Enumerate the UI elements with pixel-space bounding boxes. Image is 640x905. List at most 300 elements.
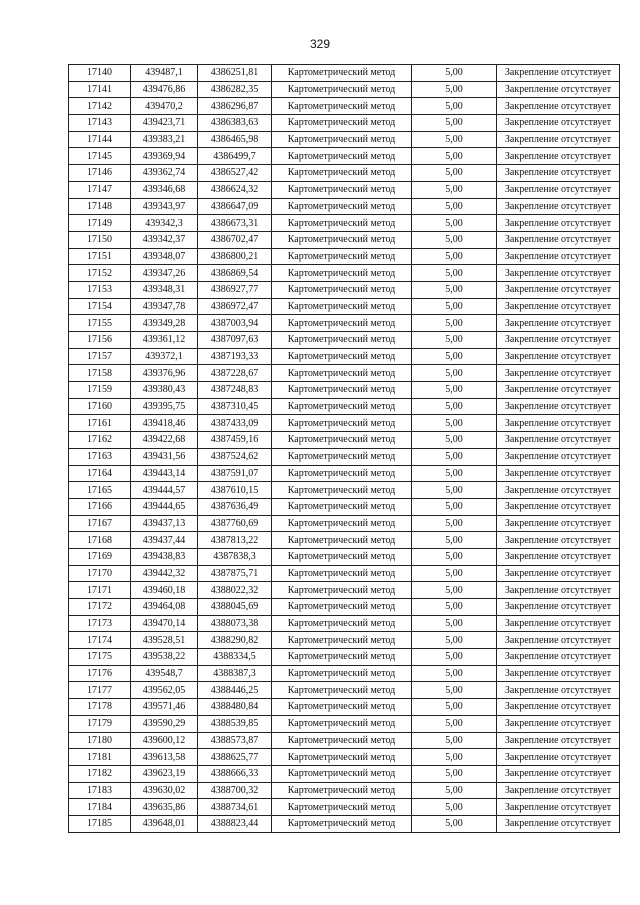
table-row [69,815,620,832]
point-number-cell: 17179 [69,715,131,732]
point-number-cell: 17177 [69,682,131,699]
fixing-cell: Закрепление отсутствует [497,131,620,148]
point-number-cell: 17170 [69,565,131,582]
accuracy-cell: 5,00 [412,181,497,198]
table-row [69,782,620,799]
accuracy-cell: 5,00 [412,815,497,832]
coordinates-table [68,64,620,833]
y-coordinate-cell: 4387838,3 [198,548,272,565]
table-row [69,749,620,766]
table-row [69,398,620,415]
x-coordinate-cell: 439383,21 [131,131,198,148]
accuracy-cell: 5,00 [412,599,497,616]
table-row [69,98,620,115]
table-row [69,548,620,565]
y-coordinate-cell: 4388022,32 [198,582,272,599]
point-number-cell: 17169 [69,548,131,565]
accuracy-cell: 5,00 [412,498,497,515]
table-row [69,181,620,198]
fixing-cell: Закрепление отсутствует [497,415,620,432]
point-number-cell: 17166 [69,498,131,515]
point-number-cell: 17154 [69,298,131,315]
y-coordinate-cell: 4388539,85 [198,715,272,732]
fixing-cell: Закрепление отсутствует [497,198,620,215]
fixing-cell: Закрепление отсутствует [497,98,620,115]
x-coordinate-cell: 439476,86 [131,81,198,98]
method-cell: Картометрический метод [272,265,412,282]
method-cell: Картометрический метод [272,365,412,382]
x-coordinate-cell: 439342,3 [131,215,198,232]
table-row [69,649,620,666]
x-coordinate-cell: 439571,46 [131,699,198,716]
accuracy-cell: 5,00 [412,615,497,632]
accuracy-cell: 5,00 [412,115,497,132]
fixing-cell: Закрепление отсутствует [497,649,620,666]
table-row [69,665,620,682]
y-coordinate-cell: 4388480,84 [198,699,272,716]
x-coordinate-cell: 439470,14 [131,615,198,632]
x-coordinate-cell: 439395,75 [131,398,198,415]
y-coordinate-cell: 4386673,31 [198,215,272,232]
table-row [69,532,620,549]
fixing-cell: Закрепление отсутствует [497,665,620,682]
x-coordinate-cell: 439422,68 [131,432,198,449]
table-row [69,115,620,132]
y-coordinate-cell: 4387760,69 [198,515,272,532]
y-coordinate-cell: 4387248,83 [198,382,272,399]
method-cell: Картометрический метод [272,315,412,332]
point-number-cell: 17185 [69,815,131,832]
x-coordinate-cell: 439346,68 [131,181,198,198]
table-row [69,215,620,232]
fixing-cell: Закрепление отсутствует [497,715,620,732]
method-cell: Картометрический метод [272,599,412,616]
accuracy-cell: 5,00 [412,448,497,465]
accuracy-cell: 5,00 [412,382,497,399]
y-coordinate-cell: 4386383,63 [198,115,272,132]
fixing-cell: Закрепление отсутствует [497,115,620,132]
method-cell: Картометрический метод [272,465,412,482]
point-number-cell: 17181 [69,749,131,766]
point-number-cell: 17146 [69,165,131,182]
point-number-cell: 17171 [69,582,131,599]
method-cell: Картометрический метод [272,398,412,415]
method-cell: Картометрический метод [272,415,412,432]
fixing-cell: Закрепление отсутствует [497,231,620,248]
x-coordinate-cell: 439380,43 [131,382,198,399]
fixing-cell: Закрепление отсутствует [497,65,620,82]
method-cell: Картометрический метод [272,382,412,399]
accuracy-cell: 5,00 [412,548,497,565]
accuracy-cell: 5,00 [412,281,497,298]
table-row [69,131,620,148]
table-row [69,198,620,215]
method-cell: Картометрический метод [272,699,412,716]
accuracy-cell: 5,00 [412,532,497,549]
fixing-cell: Закрепление отсутствует [497,348,620,365]
accuracy-cell: 5,00 [412,165,497,182]
x-coordinate-cell: 439418,46 [131,415,198,432]
point-number-cell: 17145 [69,148,131,165]
y-coordinate-cell: 4386800,21 [198,248,272,265]
table-row [69,65,620,82]
accuracy-cell: 5,00 [412,782,497,799]
accuracy-cell: 5,00 [412,315,497,332]
x-coordinate-cell: 439443,14 [131,465,198,482]
fixing-cell: Закрепление отсутствует [497,365,620,382]
fixing-cell: Закрепление отсутствует [497,181,620,198]
point-number-cell: 17140 [69,65,131,82]
point-number-cell: 17163 [69,448,131,465]
method-cell: Картометрический метод [272,799,412,816]
accuracy-cell: 5,00 [412,515,497,532]
x-coordinate-cell: 439648,01 [131,815,198,832]
table-row [69,582,620,599]
fixing-cell: Закрепление отсутствует [497,548,620,565]
method-cell: Картометрический метод [272,665,412,682]
accuracy-cell: 5,00 [412,148,497,165]
accuracy-cell: 5,00 [412,348,497,365]
method-cell: Картометрический метод [272,615,412,632]
y-coordinate-cell: 4387524,62 [198,448,272,465]
accuracy-cell: 5,00 [412,81,497,98]
x-coordinate-cell: 439347,78 [131,298,198,315]
method-cell: Картометрический метод [272,298,412,315]
x-coordinate-cell: 439361,12 [131,332,198,349]
x-coordinate-cell: 439348,07 [131,248,198,265]
method-cell: Картометрический метод [272,165,412,182]
accuracy-cell: 5,00 [412,131,497,148]
y-coordinate-cell: 4388334,5 [198,649,272,666]
accuracy-cell: 5,00 [412,65,497,82]
table-row [69,498,620,515]
y-coordinate-cell: 4386251,81 [198,65,272,82]
point-number-cell: 17147 [69,181,131,198]
fixing-cell: Закрепление отсутствует [497,315,620,332]
method-cell: Картометрический метод [272,732,412,749]
x-coordinate-cell: 439464,08 [131,599,198,616]
y-coordinate-cell: 4388625,77 [198,749,272,766]
y-coordinate-cell: 4388573,87 [198,732,272,749]
fixing-cell: Закрепление отсутствует [497,448,620,465]
y-coordinate-cell: 4387228,67 [198,365,272,382]
y-coordinate-cell: 4386624,32 [198,181,272,198]
x-coordinate-cell: 439613,58 [131,749,198,766]
point-number-cell: 17178 [69,699,131,716]
point-number-cell: 17161 [69,415,131,432]
fixing-cell: Закрепление отсутствует [497,465,620,482]
y-coordinate-cell: 4386927,77 [198,281,272,298]
accuracy-cell: 5,00 [412,632,497,649]
point-number-cell: 17150 [69,231,131,248]
table-row [69,248,620,265]
fixing-cell: Закрепление отсутствует [497,515,620,532]
table-row [69,165,620,182]
method-cell: Картометрический метод [272,632,412,649]
table-row [69,765,620,782]
fixing-cell: Закрепление отсутствует [497,482,620,499]
method-cell: Картометрический метод [272,565,412,582]
table-row [69,281,620,298]
fixing-cell: Закрепление отсутствует [497,81,620,98]
y-coordinate-cell: 4388666,33 [198,765,272,782]
x-coordinate-cell: 439635,86 [131,799,198,816]
point-number-cell: 17183 [69,782,131,799]
fixing-cell: Закрепление отсутствует [497,148,620,165]
table-row [69,682,620,699]
point-number-cell: 17151 [69,248,131,265]
table-row [69,515,620,532]
table-row [69,615,620,632]
x-coordinate-cell: 439347,26 [131,265,198,282]
accuracy-cell: 5,00 [412,432,497,449]
table-row [69,632,620,649]
point-number-cell: 17184 [69,799,131,816]
method-cell: Картометрический метод [272,281,412,298]
table-row [69,81,620,98]
y-coordinate-cell: 4388045,69 [198,599,272,616]
method-cell: Картометрический метод [272,548,412,565]
y-coordinate-cell: 4387610,15 [198,482,272,499]
table-row [69,148,620,165]
fixing-cell: Закрепление отсутствует [497,281,620,298]
point-number-cell: 17156 [69,332,131,349]
y-coordinate-cell: 4388700,32 [198,782,272,799]
fixing-cell: Закрепление отсутствует [497,799,620,816]
x-coordinate-cell: 439362,74 [131,165,198,182]
x-coordinate-cell: 439343,97 [131,198,198,215]
method-cell: Картометрический метод [272,148,412,165]
method-cell: Картометрический метод [272,98,412,115]
y-coordinate-cell: 4387193,33 [198,348,272,365]
table-row [69,465,620,482]
fixing-cell: Закрепление отсутствует [497,532,620,549]
method-cell: Картометрический метод [272,782,412,799]
method-cell: Картометрический метод [272,448,412,465]
point-number-cell: 17164 [69,465,131,482]
x-coordinate-cell: 439349,28 [131,315,198,332]
method-cell: Картометрический метод [272,715,412,732]
point-number-cell: 17174 [69,632,131,649]
point-number-cell: 17148 [69,198,131,215]
y-coordinate-cell: 4388290,82 [198,632,272,649]
coordinates-table-body [69,65,620,833]
fixing-cell: Закрепление отсутствует [497,382,620,399]
y-coordinate-cell: 4386296,87 [198,98,272,115]
x-coordinate-cell: 439437,13 [131,515,198,532]
y-coordinate-cell: 4388734,61 [198,799,272,816]
x-coordinate-cell: 439372,1 [131,348,198,365]
point-number-cell: 17158 [69,365,131,382]
x-coordinate-cell: 439342,37 [131,231,198,248]
table-row [69,448,620,465]
table-row [69,482,620,499]
accuracy-cell: 5,00 [412,699,497,716]
fixing-cell: Закрепление отсутствует [497,699,620,716]
method-cell: Картометрический метод [272,248,412,265]
table-row [69,432,620,449]
accuracy-cell: 5,00 [412,415,497,432]
point-number-cell: 17155 [69,315,131,332]
table-row [69,265,620,282]
y-coordinate-cell: 4386282,35 [198,81,272,98]
point-number-cell: 17172 [69,599,131,616]
x-coordinate-cell: 439590,29 [131,715,198,732]
y-coordinate-cell: 4387875,71 [198,565,272,582]
y-coordinate-cell: 4387459,16 [198,432,272,449]
table-row [69,715,620,732]
y-coordinate-cell: 4387310,45 [198,398,272,415]
y-coordinate-cell: 4387591,07 [198,465,272,482]
x-coordinate-cell: 439487,1 [131,65,198,82]
x-coordinate-cell: 439438,83 [131,548,198,565]
fixing-cell: Закрепление отсутствует [497,332,620,349]
y-coordinate-cell: 4386527,42 [198,165,272,182]
fixing-cell: Закрепление отсутствует [497,765,620,782]
method-cell: Картометрический метод [272,749,412,766]
accuracy-cell: 5,00 [412,732,497,749]
x-coordinate-cell: 439376,96 [131,365,198,382]
fixing-cell: Закрепление отсутствует [497,815,620,832]
y-coordinate-cell: 4386869,54 [198,265,272,282]
point-number-cell: 17149 [69,215,131,232]
accuracy-cell: 5,00 [412,565,497,582]
method-cell: Картометрический метод [272,115,412,132]
fixing-cell: Закрепление отсутствует [497,632,620,649]
x-coordinate-cell: 439437,44 [131,532,198,549]
fixing-cell: Закрепление отсутствует [497,749,620,766]
x-coordinate-cell: 439538,22 [131,649,198,666]
method-cell: Картометрический метод [272,482,412,499]
table-row [69,298,620,315]
fixing-cell: Закрепление отсутствует [497,565,620,582]
point-number-cell: 17180 [69,732,131,749]
method-cell: Картометрический метод [272,432,412,449]
accuracy-cell: 5,00 [412,715,497,732]
method-cell: Картометрический метод [272,231,412,248]
point-number-cell: 17173 [69,615,131,632]
y-coordinate-cell: 4388823,44 [198,815,272,832]
method-cell: Картометрический метод [272,198,412,215]
accuracy-cell: 5,00 [412,215,497,232]
table-row [69,315,620,332]
accuracy-cell: 5,00 [412,265,497,282]
table-row [69,599,620,616]
fixing-cell: Закрепление отсутствует [497,582,620,599]
method-cell: Картометрический метод [272,498,412,515]
fixing-cell: Закрепление отсутствует [497,599,620,616]
fixing-cell: Закрепление отсутствует [497,732,620,749]
y-coordinate-cell: 4386499,7 [198,148,272,165]
table-row [69,732,620,749]
x-coordinate-cell: 439528,51 [131,632,198,649]
fixing-cell: Закрепление отсутствует [497,265,620,282]
accuracy-cell: 5,00 [412,248,497,265]
accuracy-cell: 5,00 [412,198,497,215]
table-row [69,231,620,248]
point-number-cell: 17176 [69,665,131,682]
point-number-cell: 17175 [69,649,131,666]
x-coordinate-cell: 439431,56 [131,448,198,465]
fixing-cell: Закрепление отсутствует [497,682,620,699]
y-coordinate-cell: 4388446,25 [198,682,272,699]
y-coordinate-cell: 4386972,47 [198,298,272,315]
point-number-cell: 17143 [69,115,131,132]
point-number-cell: 17142 [69,98,131,115]
y-coordinate-cell: 4387636,49 [198,498,272,515]
y-coordinate-cell: 4388387,3 [198,665,272,682]
y-coordinate-cell: 4386465,98 [198,131,272,148]
fixing-cell: Закрепление отсутствует [497,248,620,265]
y-coordinate-cell: 4387433,09 [198,415,272,432]
method-cell: Картометрический метод [272,348,412,365]
table-row [69,365,620,382]
method-cell: Картометрический метод [272,765,412,782]
accuracy-cell: 5,00 [412,582,497,599]
fixing-cell: Закрепление отсутствует [497,432,620,449]
x-coordinate-cell: 439623,19 [131,765,198,782]
fixing-cell: Закрепление отсутствует [497,615,620,632]
accuracy-cell: 5,00 [412,465,497,482]
method-cell: Картометрический метод [272,65,412,82]
method-cell: Картометрический метод [272,515,412,532]
table-row [69,382,620,399]
x-coordinate-cell: 439442,32 [131,565,198,582]
fixing-cell: Закрепление отсутствует [497,215,620,232]
method-cell: Картометрический метод [272,181,412,198]
method-cell: Картометрический метод [272,582,412,599]
x-coordinate-cell: 439600,12 [131,732,198,749]
table-row [69,348,620,365]
x-coordinate-cell: 439470,2 [131,98,198,115]
x-coordinate-cell: 439369,94 [131,148,198,165]
point-number-cell: 17168 [69,532,131,549]
accuracy-cell: 5,00 [412,682,497,699]
fixing-cell: Закрепление отсутствует [497,782,620,799]
accuracy-cell: 5,00 [412,365,497,382]
accuracy-cell: 5,00 [412,298,497,315]
accuracy-cell: 5,00 [412,98,497,115]
y-coordinate-cell: 4386647,09 [198,198,272,215]
accuracy-cell: 5,00 [412,332,497,349]
accuracy-cell: 5,00 [412,231,497,248]
x-coordinate-cell: 439548,7 [131,665,198,682]
accuracy-cell: 5,00 [412,482,497,499]
point-number-cell: 17144 [69,131,131,148]
accuracy-cell: 5,00 [412,749,497,766]
accuracy-cell: 5,00 [412,398,497,415]
x-coordinate-cell: 439562,05 [131,682,198,699]
point-number-cell: 17152 [69,265,131,282]
table-row [69,332,620,349]
point-number-cell: 17160 [69,398,131,415]
method-cell: Картометрический метод [272,215,412,232]
fixing-cell: Закрепление отсутствует [497,498,620,515]
x-coordinate-cell: 439348,31 [131,281,198,298]
method-cell: Картометрический метод [272,332,412,349]
y-coordinate-cell: 4387813,22 [198,532,272,549]
point-number-cell: 17182 [69,765,131,782]
table-row [69,565,620,582]
x-coordinate-cell: 439444,65 [131,498,198,515]
y-coordinate-cell: 4388073,38 [198,615,272,632]
method-cell: Картометрический метод [272,815,412,832]
page-number: 329 [309,37,331,51]
fixing-cell: Закрепление отсутствует [497,298,620,315]
fixing-cell: Закрепление отсутствует [497,398,620,415]
method-cell: Картометрический метод [272,131,412,148]
accuracy-cell: 5,00 [412,799,497,816]
